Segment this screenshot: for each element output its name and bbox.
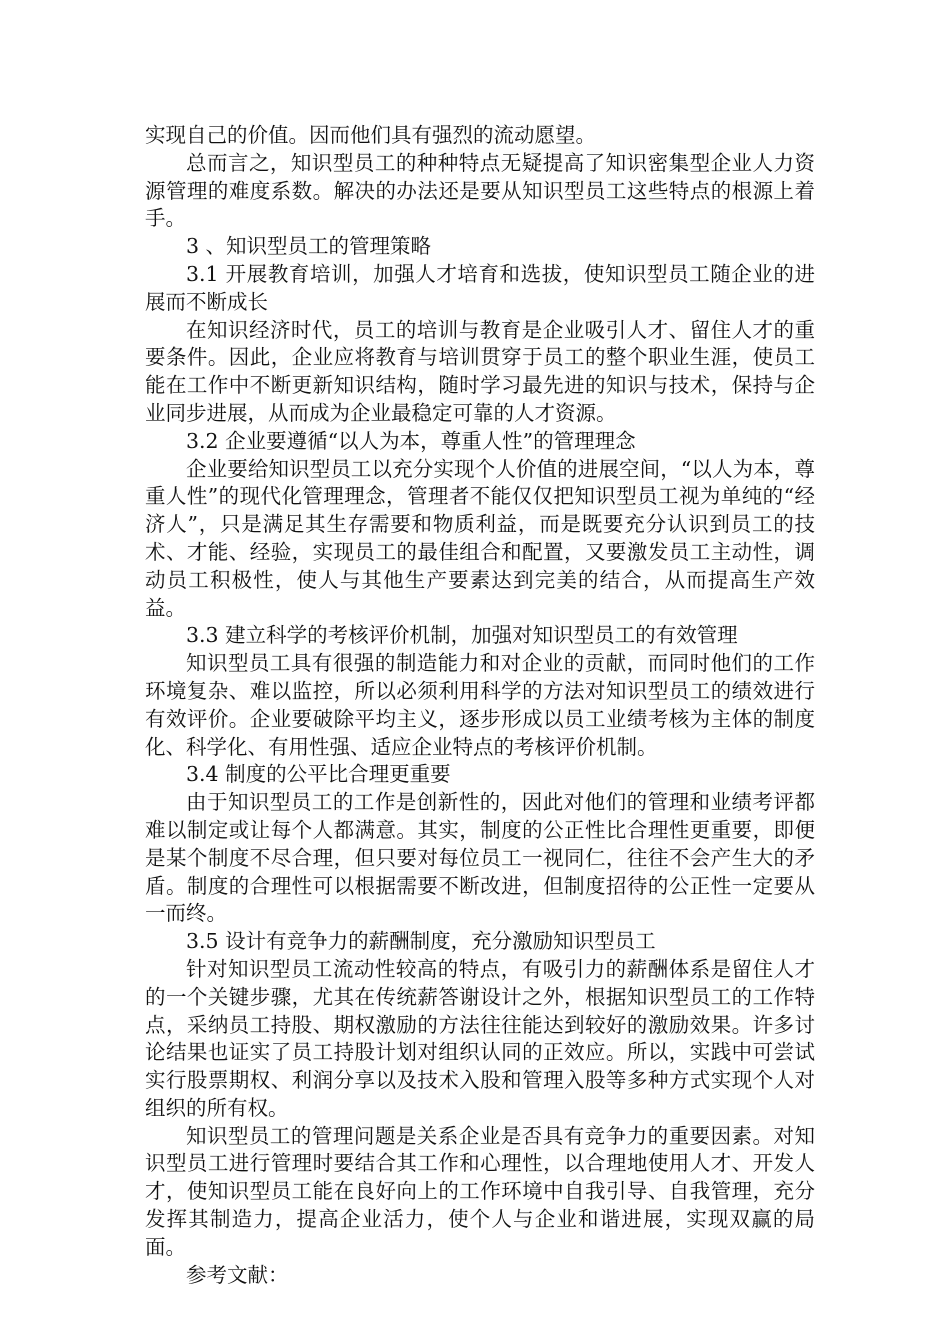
subsection-heading-3-3: 3.3 建立科学的考核评价机制，加强对知识型员工的有效管理 [186,623,738,648]
references-heading: 参考文献： [186,1262,289,1287]
subsection-heading-3-4: 3.4 制度的公平比合理更重要 [186,762,451,787]
paragraph-conclusion: 知识型员工的管理问题是关系企业是否具有竞争力的重要因素。对知识型员工进行管理时要结合其工作和心理性，以合理地使用人才、开发人才，使知识型员工能在良好向上的工作环境中自我引导、自我管理，充分发挥其制造力，提高企业活力，使个人与企业和谐进展，实现双赢的局面。 [145,1123,815,1259]
paragraph-3-1: 在知识经济时代，员工的培训与教育是企业吸引人才、留住人才的重要条件。因此，企业应将教育与培训贯穿于员工的整个职业生涯，使员工能在工作中不断更新知识结构，随时学习最先进的知识与技术，保持与企业同步进展，从而成为企业最稳定可靠的人才资源。 [145,317,815,425]
document-body [145,122,815,1289]
subsection-heading-3-1: 3.1 开展教育培训，加强人才培育和选拔，使知识型员工随企业的进展而不断成长 [145,261,815,314]
paragraph-3-3: 知识型员工具有很强的制造能力和对企业的贡献，而同时他们的工作环境复杂、难以监控，所以必须利用科学的方法对知识型员工的绩效进行有效评价。企业要破除平均主义，逐步形成以员工业绩考核为主体的制度化、科学化、有用性强、适应企业特点的考核评价机制。 [145,651,815,759]
section-heading-3: 3 、知识型员工的管理策略 [186,234,432,259]
paragraph-3-5: 针对知识型员工流动性较高的特点，有吸引力的薪酬体系是留住人才的一个关键步骤，尤其在传统薪答谢设计之外，根据知识型员工的工作特点，采纳员工持股、期权激励的方法往往能达到较好的激励效果。许多讨论结果也证实了员工持股计划对组织认同的正效应。所以，实践中可尝试实行股票期权、利润分享以及技术入股和管理入股等多种方式实现个人对组织的所有权。 [145,956,815,1120]
subsection-heading-3-5: 3.5 设计有竞争力的薪酬制度，充分激励知识型员工 [186,929,656,954]
paragraph-summary: 总而言之，知识型员工的种种特点无疑提高了知识密集型企业人力资源管理的难度系数。解决的办法还是要从知识型员工这些特点的根源上着手。 [145,150,815,231]
subsection-heading-3-2: 3.2 企业要遵循“以人为本，尊重人性”的管理理念 [186,428,636,453]
paragraph-3-4: 由于知识型员工的工作是创新性的，因此对他们的管理和业绩考评都难以制定或让每个人都满意。其实，制度的公正性比合理性更重要，即便是某个制度不尽合理，但只要对每位员工一视同仁，往往不会产生大的矛盾。制度的合理性可以根据需要不断改进，但制度招待的公正性一定要从一而终。 [145,790,815,926]
paragraph-3-2: 企业要给知识型员工以充分实现个人价值的进展空间，“以人为本，尊重人性”的现代化管理理念，管理者不能仅仅把知识型员工视为单纯的“经济人”，只是满足其生存需要和物质利益，而是既要充分认识到员工的技术、才能、经验，实现员工的最佳组合和配置，又要激发员工主动性，调动员工积极性，使人与其他生产要素达到完美的结合，从而提高生产效益。 [145,456,815,620]
paragraph-value-intro: 实现自己的价值。因而他们具有强烈的流动愿望。 [145,123,596,147]
